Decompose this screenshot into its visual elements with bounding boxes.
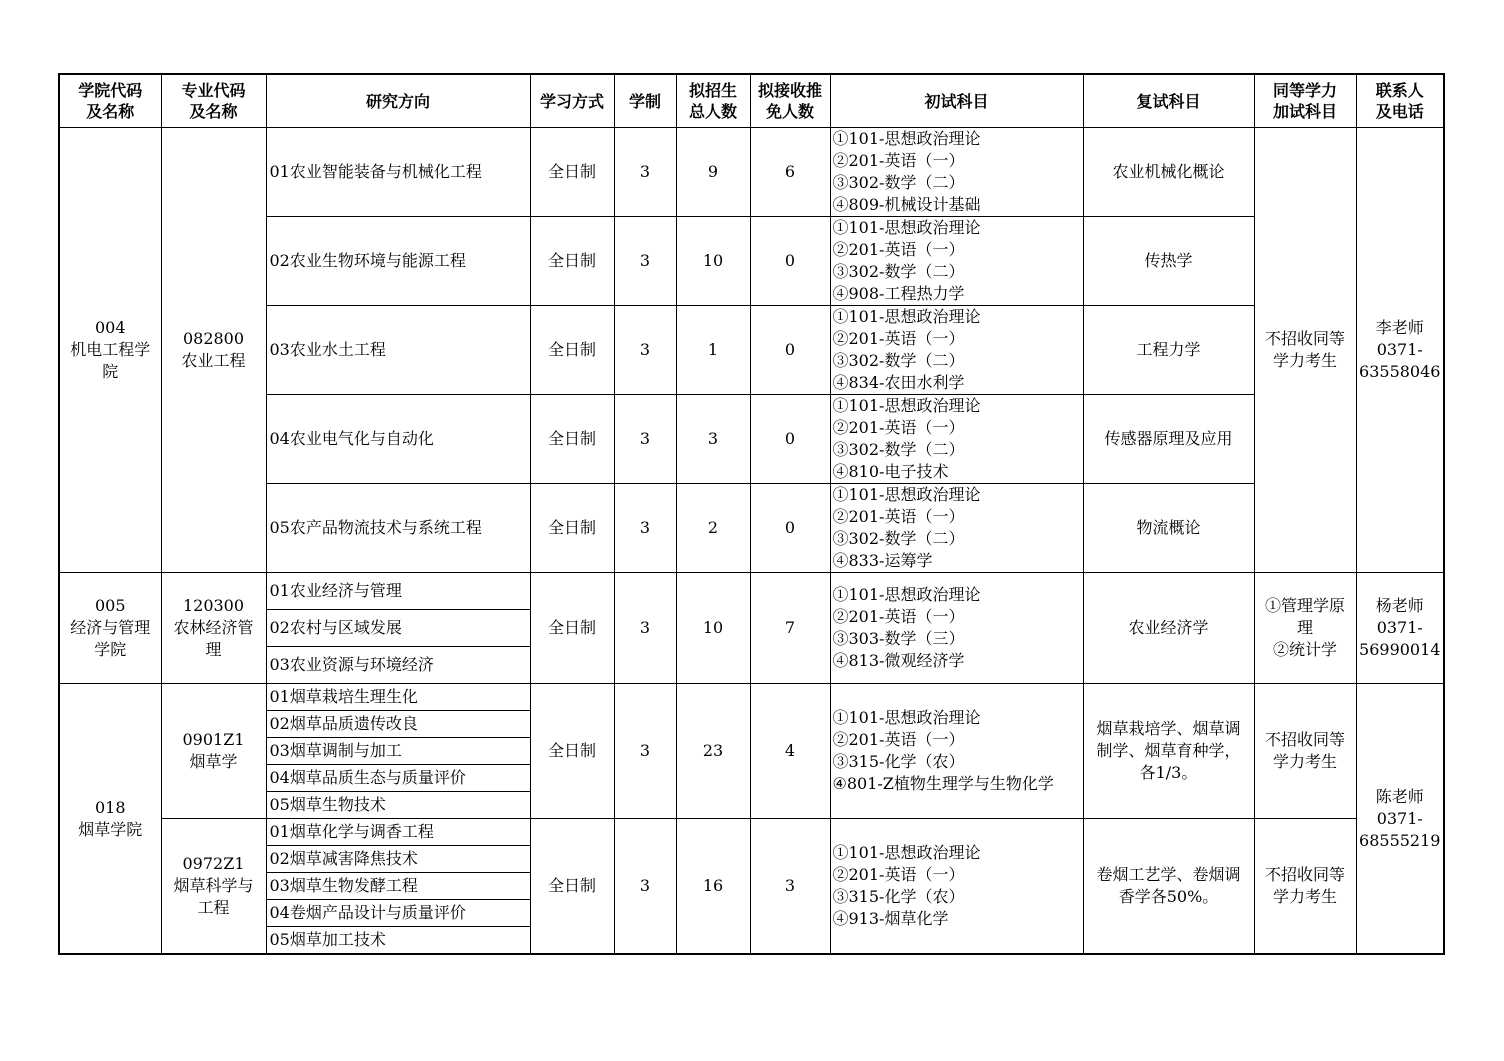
contact-cell: 陈老师 0371- 68555219 [1356,684,1444,955]
college-cell: 018 烟草学院 [59,684,161,955]
retest-cell: 传感器原理及应用 [1083,395,1254,484]
table-row [59,819,1444,846]
direction-cell: 02烟草减害降焦技术 [266,846,530,873]
prelim-cell: ①101-思想政治理论 ②201-英语（一） ③302-数学（二） ④810-电子技术 [830,395,1083,484]
direction-cell: 05烟草生物技术 [266,792,530,819]
header-years: 学制 [614,74,676,128]
direction-cell: 03农业资源与环境经济 [266,647,530,684]
major-cell: 0901Z1 烟草学 [161,684,266,819]
direction-cell: 02烟草品质遗传改良 [266,711,530,738]
table-row [59,217,1444,306]
total-cell: 10 [676,573,750,684]
direction-cell: 02农村与区域发展 [266,610,530,647]
header-mode: 学习方式 [530,74,614,128]
mode-cell: 全日制 [530,128,614,217]
total-cell: 16 [676,819,750,955]
equiv-cell: 不招收同等 学力考生 [1254,128,1356,573]
exempt-cell: 4 [750,684,830,819]
exempt-cell: 3 [750,819,830,955]
mode-cell: 全日制 [530,819,614,955]
years-cell: 3 [614,819,676,955]
retest-cell: 农业经济学 [1083,573,1254,684]
total-cell: 1 [676,306,750,395]
direction-cell: 04农业电气化与自动化 [266,395,530,484]
direction-cell: 05烟草加工技术 [266,927,530,955]
table-row [59,484,1444,573]
exempt-cell: 0 [750,306,830,395]
retest-cell: 烟草栽培学、烟草调 制学、烟草育种学， 各1/3。 [1083,684,1254,819]
retest-cell: 卷烟工艺学、卷烟调 香学各50%。 [1083,819,1254,955]
total-cell: 10 [676,217,750,306]
total-cell: 2 [676,484,750,573]
header-equiv: 同等学力 加试科目 [1254,74,1356,128]
mode-cell: 全日制 [530,684,614,819]
direction-cell: 03烟草调制与加工 [266,738,530,765]
prelim-cell: ①101-思想政治理论 ②201-英语（一） ③302-数学（二） ④833-运筹学 [830,484,1083,573]
equiv-cell: 不招收同等 学力考生 [1254,819,1356,955]
direction-cell: 01烟草栽培生理生化 [266,684,530,711]
mode-cell: 全日制 [530,217,614,306]
major-cell: 120300 农林经济管 理 [161,573,266,684]
prelim-cell: ①101-思想政治理论 ②201-英语（一） ③302-数学（二） ④908-工程热力学 [830,217,1083,306]
prelim-cell: ①101-思想政治理论 ②201-英语（一） ③303-数学（三） ④813-微观经济学 [830,573,1083,684]
mode-cell: 全日制 [530,484,614,573]
header-row [59,74,1444,128]
college-cell: 005 经济与管理 学院 [59,573,161,684]
major-cell: 082800 农业工程 [161,128,266,573]
contact-cell: 杨老师 0371- 56990014 [1356,573,1444,684]
retest-cell: 农业机械化概论 [1083,128,1254,217]
mode-cell: 全日制 [530,306,614,395]
prelim-cell: ①101-思想政治理论 ②201-英语（一） ③315-化学（农） ④801-Z植物生理学与生物化学 [830,684,1083,819]
direction-cell: 01烟草化学与调香工程 [266,819,530,846]
total-cell: 23 [676,684,750,819]
major-cell: 0972Z1 烟草科学与 工程 [161,819,266,955]
header-college: 学院代码 及名称 [59,74,161,128]
direction-cell: 01农业智能装备与机械化工程 [266,128,530,217]
exempt-cell: 0 [750,217,830,306]
equiv-cell: 不招收同等 学力考生 [1254,684,1356,819]
table-row [59,395,1444,484]
years-cell: 3 [614,128,676,217]
prelim-cell: ①101-思想政治理论 ②201-英语（一） ③302-数学（二） ④834-农田水利学 [830,306,1083,395]
header-contact: 联系人 及电话 [1356,74,1444,128]
direction-cell: 04烟草品质生态与质量评价 [266,765,530,792]
years-cell: 3 [614,684,676,819]
years-cell: 3 [614,306,676,395]
direction-cell: 03农业水土工程 [266,306,530,395]
table-row [59,128,1444,217]
header-total: 拟招生 总人数 [676,74,750,128]
exempt-cell: 7 [750,573,830,684]
admission-table [58,73,1445,955]
years-cell: 3 [614,484,676,573]
direction-cell: 02农业生物环境与能源工程 [266,217,530,306]
total-cell: 3 [676,395,750,484]
table-row [59,684,1444,711]
header-direction: 研究方向 [266,74,530,128]
years-cell: 3 [614,217,676,306]
contact-cell: 李老师 0371- 63558046 [1356,128,1444,573]
mode-cell: 全日制 [530,573,614,684]
direction-cell: 01农业经济与管理 [266,573,530,610]
header-retest: 复试科目 [1083,74,1254,128]
retest-cell: 传热学 [1083,217,1254,306]
retest-cell: 工程力学 [1083,306,1254,395]
header-major: 专业代码 及名称 [161,74,266,128]
years-cell: 3 [614,573,676,684]
exempt-cell: 0 [750,484,830,573]
mode-cell: 全日制 [530,395,614,484]
direction-cell: 05农产品物流技术与系统工程 [266,484,530,573]
header-prelim: 初试科目 [830,74,1083,128]
college-cell: 004 机电工程学 院 [59,128,161,573]
total-cell: 9 [676,128,750,217]
direction-cell: 04卷烟产品设计与质量评价 [266,900,530,927]
table-row [59,306,1444,395]
table-row [59,573,1444,610]
prelim-cell: ①101-思想政治理论 ②201-英语（一） ③315-化学（农） ④913-烟草化学 [830,819,1083,955]
retest-cell: 物流概论 [1083,484,1254,573]
exempt-cell: 6 [750,128,830,217]
direction-cell: 03烟草生物发酵工程 [266,873,530,900]
prelim-cell: ①101-思想政治理论 ②201-英语（一） ③302-数学（二） ④809-机械设计基础 [830,128,1083,217]
years-cell: 3 [614,395,676,484]
header-exempt: 拟接收推 免人数 [750,74,830,128]
equiv-cell: ①管理学原 理 ②统计学 [1254,573,1356,684]
exempt-cell: 0 [750,395,830,484]
